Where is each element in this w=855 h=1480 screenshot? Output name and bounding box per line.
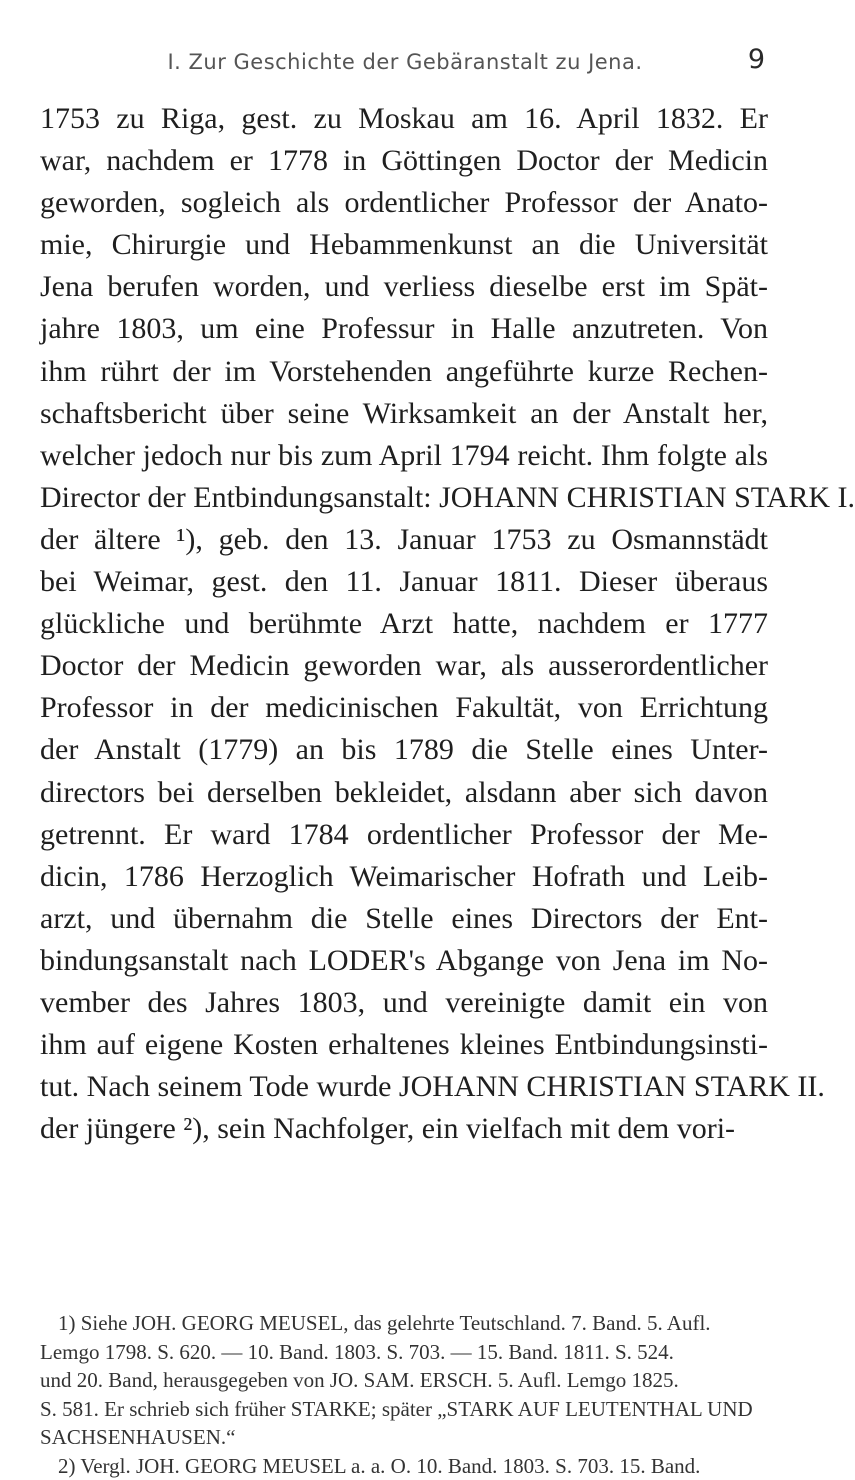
text-line: geworden, sogleich als ordentlicher Professor der Anato-: [40, 182, 768, 224]
text-line: jahre 1803, um eine Professur in Halle anzutreten. Von: [40, 308, 768, 350]
footnote-line: SACHSENHAUSEN.“: [40, 1423, 768, 1452]
footnotes: [40, 1309, 768, 1480]
text-line: bei Weimar, gest. den 11. Januar 1811. Dieser überaus: [40, 561, 768, 603]
text-line: glückliche und berühmte Arzt hatte, nachdem er 1777: [40, 603, 768, 645]
footnote-line: S. 581. Er schrieb sich früher STARKE; später „STARK AUF LEUTENTHAL UND: [40, 1395, 768, 1424]
footnote-line: Lemgo 1798. S. 620. — 10. Band. 1803. S. 703. — 15. Band. 1811. S. 524.: [40, 1338, 768, 1367]
text-line: welcher jedoch nur bis zum April 1794 reicht. Ihm folgte als: [40, 435, 768, 477]
running-head-title: I. Zur Geschichte der Gebäranstalt zu Jena.: [40, 50, 770, 74]
text-line: Jena berufen worden, und verliess dieselbe erst im Spät-: [40, 266, 768, 308]
text-line: mie, Chirurgie und Hebammenkunst an die Universität: [40, 224, 768, 266]
text-line: bindungsanstalt nach LODER's Abgange von Jena im No-: [40, 940, 768, 982]
text-line: schaftsbericht über seine Wirksamkeit an der Anstalt her,: [40, 393, 768, 435]
text-line: ihm rührt der im Vorstehenden angeführte kurze Rechen-: [40, 351, 768, 393]
text-line: dicin, 1786 Herzoglich Weimarischer Hofrath und Leib-: [40, 856, 768, 898]
text-line: Director der Entbindungsanstalt: JOHANN CHRISTIAN STARK I.: [40, 477, 768, 519]
text-line: der Anstalt (1779) an bis 1789 die Stelle eines Unter-: [40, 729, 768, 771]
text-line: directors bei derselben bekleidet, alsdann aber sich davon: [40, 772, 768, 814]
footnote-line: und 20. Band, herausgegeben von JO. SAM. ERSCH. 5. Aufl. Lemgo 1825.: [40, 1366, 768, 1395]
footnote-line: 1) Siehe JOH. GEORG MEUSEL, das gelehrte Teutschland. 7. Band. 5. Aufl.: [40, 1309, 768, 1338]
body-text: [40, 98, 768, 1150]
text-line: arzt, und übernahm die Stelle eines Directors der Ent-: [40, 898, 768, 940]
text-line: ihm auf eigene Kosten erhaltenes kleines Entbindungsinsti-: [40, 1024, 768, 1066]
text-line: tut. Nach seinem Tode wurde JOHANN CHRISTIAN STARK II.: [40, 1066, 768, 1108]
text-line: 1753 zu Riga, gest. zu Moskau am 16. April 1832. Er: [40, 98, 768, 140]
page-number: 9: [748, 44, 765, 75]
footnote-line: 2) Vergl. JOH. GEORG MEUSEL a. a. O. 10. Band. 1803. S. 703. 15. Band.: [40, 1452, 768, 1480]
running-head: [40, 50, 770, 90]
text-line: vember des Jahres 1803, und vereinigte damit ein von: [40, 982, 768, 1024]
text-line: Professor in der medicinischen Fakultät, von Errichtung: [40, 687, 768, 729]
text-line: Doctor der Medicin geworden war, als ausserordentlicher: [40, 645, 768, 687]
text-line: der ältere ¹), geb. den 13. Januar 1753 zu Osmannstädt: [40, 519, 768, 561]
text-line: der jüngere ²), sein Nachfolger, ein vielfach mit dem vori-: [40, 1108, 768, 1150]
text-line: getrennt. Er ward 1784 ordentlicher Professor der Me-: [40, 814, 768, 856]
text-line: war, nachdem er 1778 in Göttingen Doctor der Medicin: [40, 140, 768, 182]
